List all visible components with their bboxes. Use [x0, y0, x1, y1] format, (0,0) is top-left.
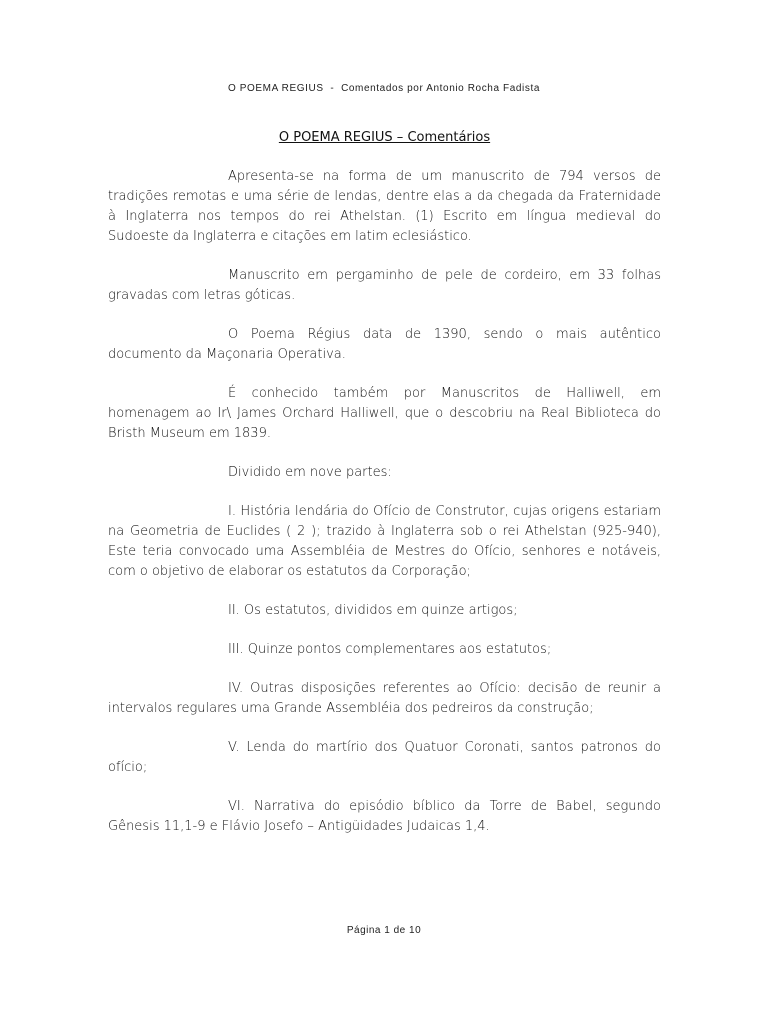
paragraph-date: O Poema Régius data de 1390, sendo o mais autêntico documento da Maçonaria Operativa.: [108, 327, 661, 362]
document-body: [108, 128, 661, 837]
paragraph-manuscript-material: Manuscrito em pergaminho de pele de cordeiro, em 33 folhas gravadas com letras góticas.: [108, 268, 661, 303]
paragraph-introduction: Apresenta-se na forma de um manuscrito de 794 versos de tradições remotas e uma série de lendas, dentre elas a da chegada da Fraternidade à Inglaterra nos tempos do rei Athelstan. (1) Escrito em língua medieval do Sudoeste da Inglaterra e citações em latim eclesiástico.: [108, 169, 661, 244]
paragraph-part-3: III. Quinze pontos complementares aos estatutos;: [228, 642, 552, 657]
paragraph-part-6: VI. Narrativa do episódio bíblico da Torre de Babel, segundo Gênesis 11,1-9 e Flávio Josefo – Antigüidades Judaicas 1,4.: [108, 799, 661, 834]
paragraph-halliwell: É conhecido também por Manuscritos de Halliwell, em homenagem ao Ir\ James Orchard Halliwell, que o descobriu na Real Biblioteca do Bristh Museum em 1839.: [108, 386, 661, 441]
document-title: O POEMA REGIUS – Comentários: [278, 130, 491, 145]
paragraph-part-4: IV. Outras disposições referentes ao Ofício: decisão de reunir a intervalos regulares uma Grande Assembléia dos pedreiros da construção;: [108, 681, 661, 716]
paragraph-divisions-intro: Dividido em nove partes:: [228, 465, 392, 480]
page-number-footer: Página 1 de 10: [346, 925, 422, 936]
running-header: O POEMA REGIUS - Comentados por Antonio Rocha Fadista: [227, 83, 540, 94]
paragraph-part-1: I. História lendária do Ofício de Construtor, cujas origens estariam na Geometria de Euclides ( 2 ); trazido à Inglaterra sob o rei Athelstan (925-940), Este teria convocado uma Assembléia de Mestres do Ofício, senhores e notáveis, com o objetivo de elaborar os estatutos da Corporação;: [108, 504, 661, 579]
paragraph-part-5: V. Lenda do martírio dos Quatuor Coronati, santos patronos do ofício;: [108, 740, 661, 775]
paragraph-part-2: II. Os estatutos, divididos em quinze artigos;: [228, 603, 518, 618]
